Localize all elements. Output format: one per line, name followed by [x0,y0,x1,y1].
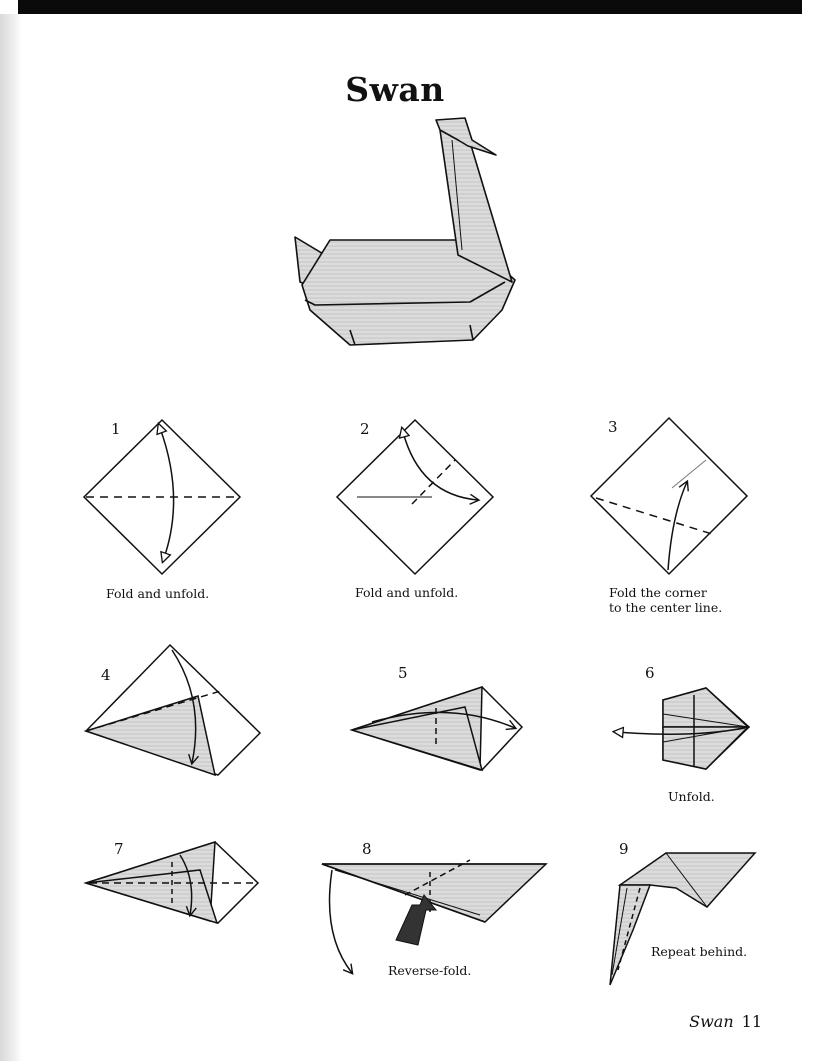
step-2-number: 2 [360,420,370,438]
finished-swan-illustration [295,118,515,345]
step-3-caption [609,585,722,615]
step-3-diagram [591,418,747,574]
step-1-diagram [84,420,240,574]
page-footer [689,1012,762,1031]
step-4-number: 4 [101,666,111,684]
step-8-caption: Reverse-fold. [388,963,472,978]
step-9-caption: Repeat behind. [651,944,748,959]
step-7-number: 7 [114,840,124,858]
step-2-diagram [337,420,493,574]
step-1-caption: Fold and unfold. [106,586,210,601]
step-3-number: 3 [608,418,618,436]
step-5-number: 5 [398,664,408,682]
push-arrow-icon [396,895,436,945]
step-5-diagram [352,687,522,770]
step-1-number: 1 [111,420,121,438]
step-4-diagram [86,645,260,775]
step-3-caption-line-1: Fold the corner [609,585,707,600]
step-6-number: 6 [645,664,655,682]
footer-model-name: Swan [689,1012,734,1031]
step-6-diagram [618,688,749,769]
step-6-caption: Unfold. [668,789,715,804]
step-8-diagram [322,860,546,973]
step-9-number: 9 [619,840,629,858]
page-title: Swan [345,70,445,109]
page-number: 11 [741,1012,762,1031]
step-8-number: 8 [362,840,372,858]
step-3-caption-line-2: to the center line. [609,600,723,615]
step-9-diagram [610,853,755,985]
step-2-caption: Fold and unfold. [355,585,459,600]
step-7-diagram [86,842,258,923]
